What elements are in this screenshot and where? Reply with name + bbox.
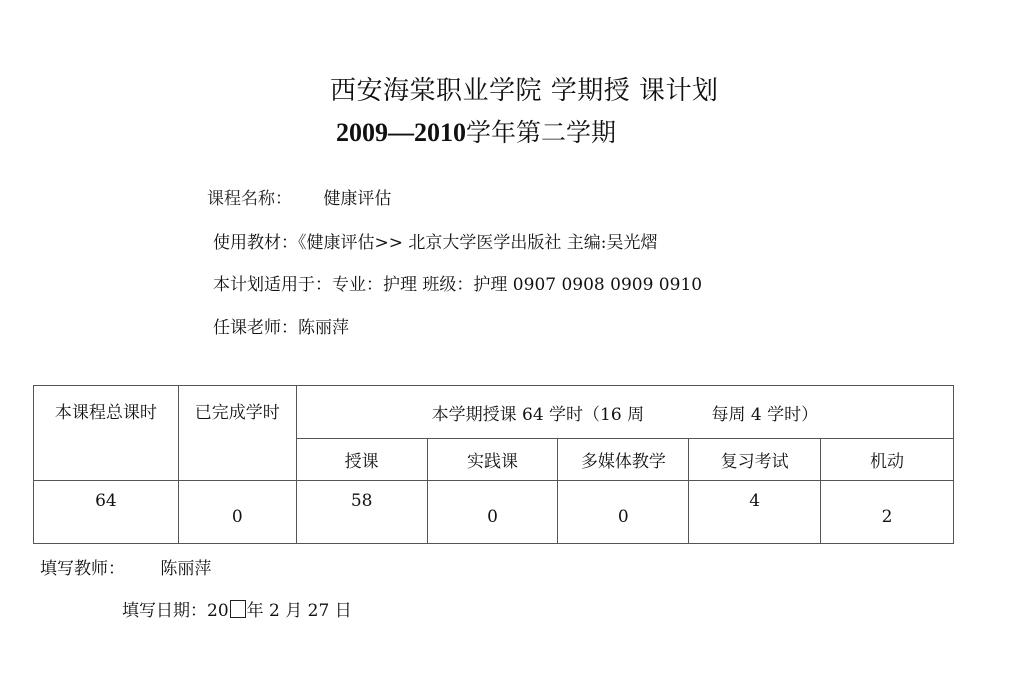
fill-date-row [122,596,352,621]
fill-date-prefix: 填写日期：20 [122,601,229,621]
date-placeholder-box [230,600,246,618]
teaching-plan-table [33,385,954,544]
header-completed-hours: 已完成学时 [178,386,296,481]
term-year: 2009—2010 [336,118,466,147]
value-flexible: 2 [821,481,954,544]
fill-date-suffix: 年 2 月 27 日 [246,601,352,621]
course-name-label: 课程名称： [207,189,292,209]
filler-row [40,554,211,579]
textbook-line: 使用教材：《健康评估>> 北京大学医学出版社 主编:吴光熠 [213,233,658,253]
value-review-exam: 4 [689,481,821,544]
applies-to-line: 本计划适用于：专业：护理 班级：护理 0907 0908 0909 0910 [213,275,703,295]
course-name-row [207,184,391,209]
teacher-line: 任课老师：陈丽萍 [213,318,349,338]
value-total-hours: 64 [34,481,179,544]
header-semester-a: 本学期授课 64 学时（16 周 [431,404,645,425]
header-total-hours: 本课程总课时 [34,386,179,481]
subheader-flexible: 机动 [821,439,954,481]
values-row [34,481,954,544]
term-line [336,113,616,149]
value-completed-hours: 0 [178,481,296,544]
term-rest: 学年第二学期 [466,118,617,147]
value-lecture: 58 [296,481,427,544]
subheader-practice: 实践课 [427,439,558,481]
filler-label: 填写教师： [40,559,125,579]
filler-value: 陈丽萍 [160,559,212,579]
value-multimedia: 0 [558,481,689,544]
value-practice: 0 [427,481,558,544]
header-semester-hours [296,386,953,439]
plan-title: 西安海棠职业学院 学期授 课计划 [330,76,719,106]
subheader-review-exam: 复习考试 [689,439,821,481]
header-row [34,386,954,439]
course-name-value: 健康评估 [323,189,392,209]
subheader-multimedia: 多媒体教学 [558,439,689,481]
header-semester-b: 每周 4 学时） [711,404,819,425]
subheader-lecture: 授课 [296,439,427,481]
